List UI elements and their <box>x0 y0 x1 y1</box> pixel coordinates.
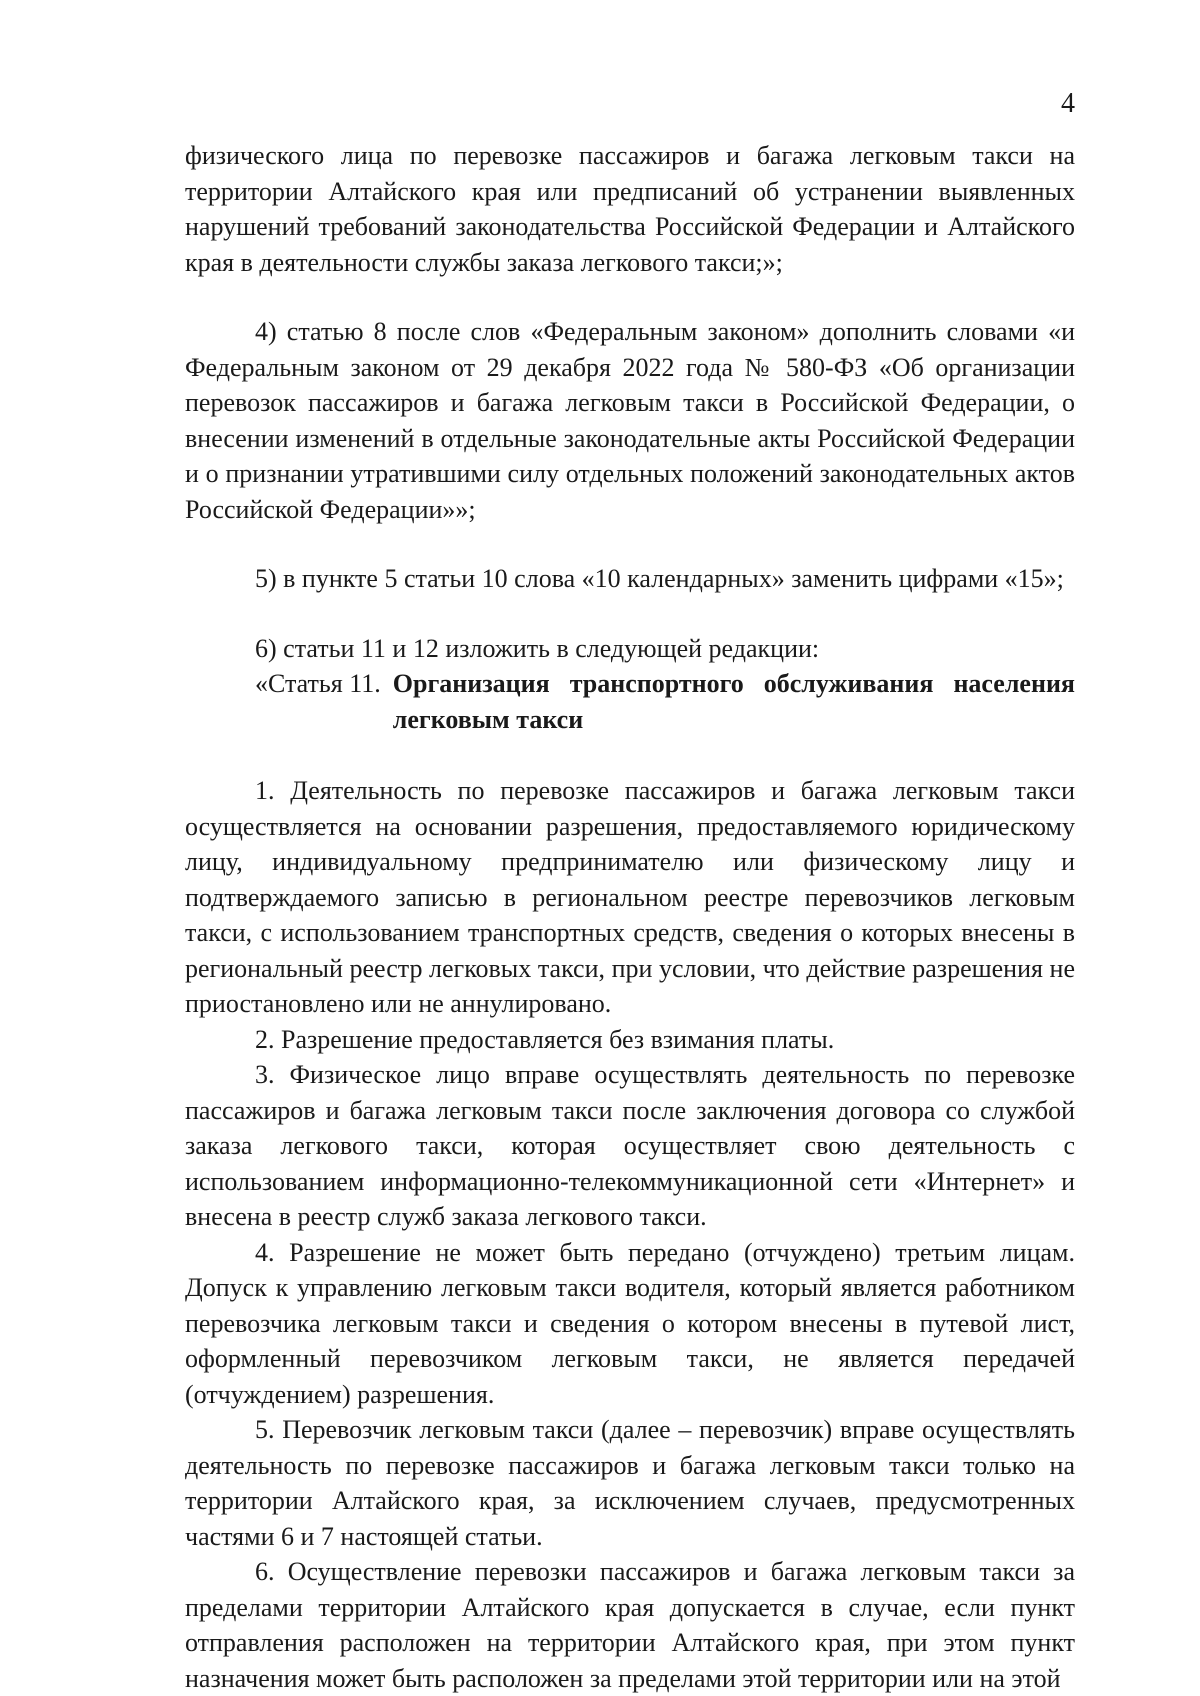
paragraph-continuation: физического лица по перевозке пассажиров и багажа легковым такси на территории Алтайского края или предписаний об устранении выявленных нарушений требований законодательства Российской Федерации и Алтайского края в деятельности службы заказа легкового такси;»; <box>185 141 1075 277</box>
paragraph-item-4: 4) статью 8 после слов «Федеральным законом» дополнить словами «и Федеральным законом от 29 декабря 2022 года № 580-ФЗ «Об организации перевозок пассажиров и багажа легковым такси в Российской Федерации, о внесении изменений в отдельные законодательные акты Российской Федерации и о признании утратившими силу отдельных положений законодательных актов Российской Федерации»»; <box>185 317 1075 524</box>
article-point-1: 1. Деятельность по перевозке пассажиров и багажа легковым такси осуществляется на основании разрешения, предоставляемого юридическому лицу, индивидуальному предпринимателю или физическому лицу и подтверждаемого записью в региональном реестре перевозчиков легковым такси, с использованием транспортных средств, сведения о которых внесены в региональный реестр легковых такси, при условии, что действие разрешения не приостановлено или не аннулировано. <box>185 776 1075 1018</box>
spacer <box>185 737 1075 773</box>
spacer <box>185 597 1075 631</box>
article-heading <box>185 666 1075 737</box>
paragraph-item-6: 6) статьи 11 и 12 изложить в следующей редакции: <box>255 633 820 663</box>
article-point-5: 5. Перевозчик легковым такси (далее – перевозчик) вправе осуществлять деятельность по перевозке пассажиров и багажа легковым такси только на территории Алтайского края, за исключением случаев, предусмотренных частями 6 и 7 настоящей статьи. <box>185 1415 1075 1551</box>
article-point-3: 3. Физическое лицо вправе осуществлять деятельность по перевозке пассажиров и багажа легковым такси после заключения договора со службой заказа легкового такси, которая осуществляет свою деятельность с использованием информационно-телекоммуникационной сети «Интернет» и внесена в реестр служб заказа легкового такси. <box>185 1060 1075 1231</box>
paragraph-item-5: 5) в пункте 5 статьи 10 слова «10 календарных» заменить цифрами «15»; <box>255 564 1064 593</box>
page-number: 4 <box>1061 88 1075 119</box>
spacer <box>185 280 1075 314</box>
article-title: Организация транспортного обслуживания населения легковым такси <box>392 669 1075 734</box>
article-point-2: 2. Разрешение предоставляется без взимания платы. <box>255 1024 835 1054</box>
article-point-4: 4. Разрешение не может быть передано (отчуждено) третьим лицам. Допуск к управлению легковым такси водителя, который является работником перевозчика легковым такси и сведения о котором внесены в путевой лист, оформленный перевозчиком легковым такси, не является передачей (отчуждением) разрешения. <box>185 1237 1075 1409</box>
article-label: «Статья 11. <box>255 669 381 698</box>
article-point-6: 6. Осуществление перевозки пассажиров и багажа легковым такси за пределами территории Алтайского края допускается в случае, если пункт отправления расположен на территории Алтайского края, при этом пункт назначения может быть расположен за пределами этой территории или на этой <box>185 1557 1075 1693</box>
document-body <box>185 138 1075 1696</box>
spacer <box>185 527 1075 561</box>
